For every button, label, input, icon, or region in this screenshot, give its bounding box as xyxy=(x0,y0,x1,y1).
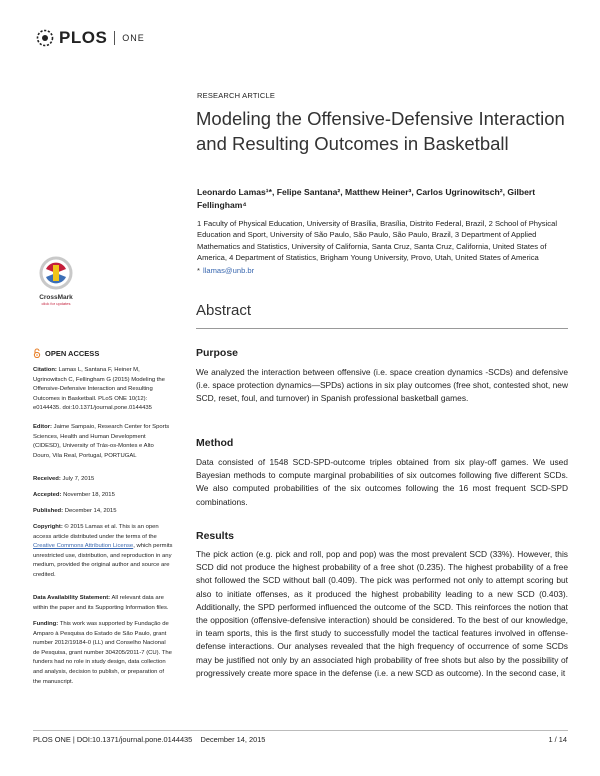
received-label: Received: xyxy=(33,476,61,482)
open-lock-icon xyxy=(33,348,41,358)
plos-logo-icon xyxy=(34,28,56,48)
accepted-text: November 18, 2015 xyxy=(63,492,115,498)
results-heading: Results xyxy=(196,530,234,542)
footer-citation: PLOS ONE | DOI:10.1371/journal.pone.0144435 December 14, 2015 xyxy=(33,735,266,744)
license-link[interactable]: Creative Commons Attribution License xyxy=(33,543,134,550)
abstract-divider xyxy=(196,328,568,329)
accepted-date xyxy=(33,491,173,501)
article-title: Modeling the Offensive-Defensive Interaction and Resulting Outcomes in Basketball xyxy=(196,108,565,154)
data-availability-label: Data Availability Statement: xyxy=(33,595,111,601)
editor-block xyxy=(33,423,173,461)
data-availability-block xyxy=(33,594,173,613)
open-access-label: OPEN ACCESS xyxy=(45,348,100,358)
article-type: RESEARCH ARTICLE xyxy=(197,91,276,100)
logo-brand: PLOS xyxy=(59,28,108,47)
published-text: December 14, 2015 xyxy=(64,508,117,514)
crossmark-badge[interactable] xyxy=(33,256,79,306)
crossmark-sub: click for updates xyxy=(41,301,71,306)
footer-divider xyxy=(33,730,568,731)
author-list: Leonardo Lamas¹*, Felipe Santana², Matthew Heiner³, Carlos Ugrinowitsch², Gilbert Fellingham⁴ xyxy=(197,187,536,210)
published-label: Published: xyxy=(33,508,64,514)
funding-label: Funding: xyxy=(33,621,59,627)
correspondence-email[interactable] xyxy=(197,266,254,275)
logo-journal: ONE xyxy=(122,33,145,43)
page-number: 1 / 14 xyxy=(548,735,567,744)
editor-text: Jaime Sampaio, Research Center for Sports Sciences, Health and Human Development (CIDESD), University of Trás-os-Montes e Alto Douro, Vila Real, Portugal, PORTUGAL xyxy=(33,424,170,459)
crossmark-label: CrossMark xyxy=(39,294,73,301)
editor-label: Editor: xyxy=(33,424,52,430)
method-heading: Method xyxy=(196,437,234,449)
correspondence-marker: * xyxy=(197,266,200,275)
received-date xyxy=(33,475,173,485)
purpose-text: We analyzed the interaction between offensive (i.e. space creation dynamics -SCDs) and defensive (i.e. space protection dynamics—SPDs) actions in six play outcomes (free shot, contested shot, new SCD, reset, foul, and turnover) in Spanish professional basketball games. xyxy=(196,367,568,404)
affiliations: 1 Faculty of Physical Education, University of Brasília, Brasília, Distrito Federal, Brazil, 2 School of Physical Education and Sport, University of São Paulo, São Paulo, São Paulo, Brazil, 3 Department of Applied Mathematics and Statistics, University of California, Santa Cruz, Santa Cruz, California, United States of America, 4 Department of Statistics, Brigham Young University, Provo, Utah, United States of America xyxy=(197,219,558,263)
citation-label: Citation: xyxy=(33,367,57,373)
crossmark-icon xyxy=(38,256,74,290)
citation-block xyxy=(33,366,173,414)
results-text: The pick action (e.g. pick and roll, pop and pop) was the most prevalent SCD (33%). However, this SCD did not produce the highest probability of a free shot (0.235). The highest probability of a free shot followed the SCD without ball (0.409). The pick was performed not only to attempt scoring but also to initiate offenses, as it produced the highest probability leading to a new SCD (0.403). Additionally, the SPD performed influenced the outcome of the SCD. This reinforces the notion that the opposition (offensive-defensive interaction) should be considered. To the best of our knowledge, in team sports, this is the first study to successfully model the tactical features involved in offense-defense interactions. Our analyses revealed that the high frequency of occurrence of some SCDs may be justified not only by an associated high probability of free shots but also by the possibility of progressively create more space in the defense (i.e. a new SCD as outcome). In the second case, it xyxy=(196,549,568,678)
copyright-block xyxy=(33,523,173,581)
data-availability-text: All relevant data are within the paper and its Supporting Information files. xyxy=(33,595,169,611)
journal-logo xyxy=(34,28,145,48)
received-text: July 7, 2015 xyxy=(62,476,95,482)
accepted-label: Accepted: xyxy=(33,492,62,498)
published-date xyxy=(33,507,173,517)
purpose-heading: Purpose xyxy=(196,347,239,359)
open-access-badge xyxy=(33,348,99,358)
copyright-label: Copyright: xyxy=(33,524,63,530)
copyright-text-2: , which permits unrestricted use, distribution, and reproduction in any medium, provided the original author and source are credited. xyxy=(33,543,173,578)
copyright-text-1: © 2015 Lamas et al. This is an open access article distributed under the terms of the xyxy=(33,524,159,540)
method-text: Data consisted of 1548 SCD-SPD-outcome triples obtained from six play-off games. We used Bayesian methods to compute marginal probabilities of six outcomes following five different SCDs. We also computed probabilities of the six outcomes following the 16 most frequent SCD-SPD combinations. xyxy=(196,457,568,507)
abstract-heading: Abstract xyxy=(196,302,252,319)
citation-text: Lamas L, Santana F, Heiner M, Ugrinowitsch C, Fellingham G (2015) Modeling the Offensive-Defensive Interaction and Resulting Outcomes in Basketball. PLoS ONE 10(12): e0144435. doi:10.1371/journal.pone.0144435 xyxy=(33,367,165,412)
funding-block xyxy=(33,620,173,687)
logo-divider xyxy=(114,31,115,45)
funding-text: This work was supported by Fundação de Amparo à Pesquisa do Estado de São Paulo, grant number 2012/19184-0 (LL) and Conselho Nacional de Pesquisa, grant number 304205/2011-7 (CU). The funders had no role in study design, data collection and analysis, decision to publish, or preparation of the manuscript. xyxy=(33,621,172,685)
email-link[interactable]: llamas@unb.br xyxy=(202,266,255,275)
